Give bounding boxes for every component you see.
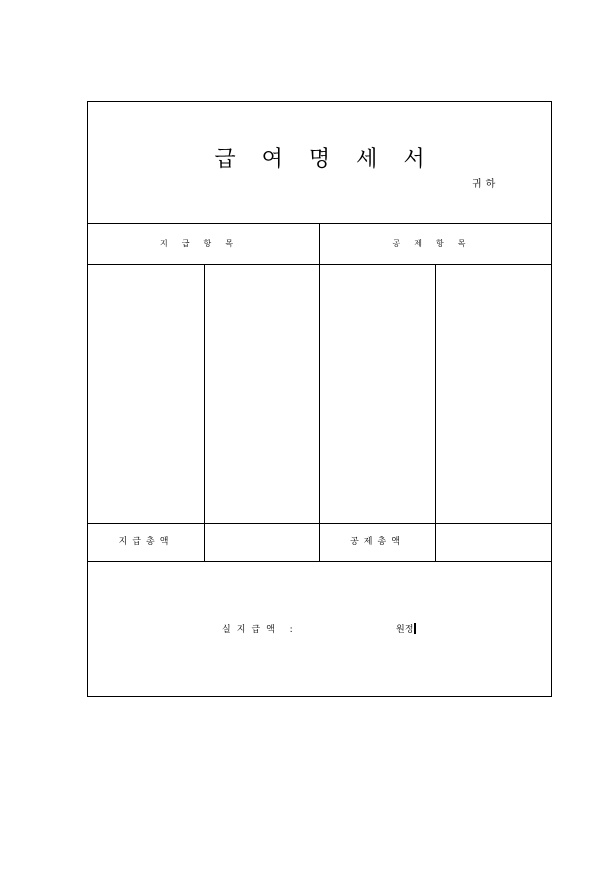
document-title: 급여명세서	[214, 147, 451, 172]
net-pay-unit-field[interactable]	[396, 622, 416, 635]
deduction-items-header: 공제항목	[392, 239, 480, 248]
totals-divider	[88, 561, 551, 562]
payment-total-label: 지급총액	[118, 537, 174, 547]
deduction-total-value-cell[interactable]	[436, 524, 552, 561]
payslip-form	[87, 101, 552, 697]
deduction-total-label: 공제총액	[350, 537, 405, 547]
payment-item-amount-cell[interactable]	[205, 265, 318, 522]
deduction-item-amount-cell[interactable]	[436, 265, 552, 522]
text-cursor-icon	[414, 623, 416, 634]
net-pay-label: 실지급액 :	[222, 625, 299, 635]
payment-total-value-cell[interactable]	[205, 524, 318, 561]
payment-items-header: 지급항목	[160, 239, 247, 248]
payment-item-name-cell[interactable]	[88, 265, 203, 522]
net-pay-unit: 원정	[396, 625, 414, 635]
deduction-item-name-cell[interactable]	[320, 265, 434, 522]
honorific-label: 귀하	[472, 179, 500, 190]
